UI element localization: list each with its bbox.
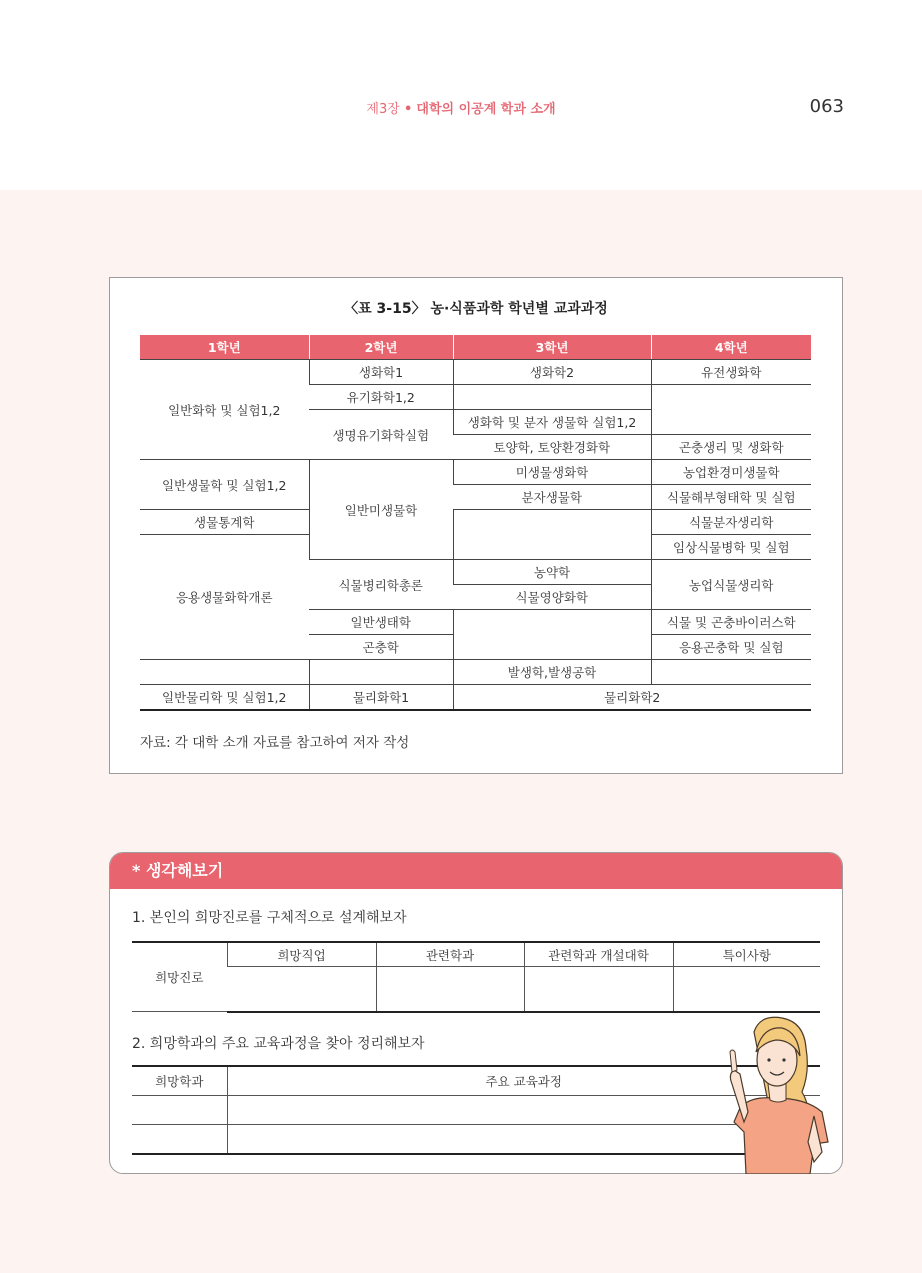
- table-cell: 미생물생화학: [453, 460, 651, 485]
- table-cell: 농업환경미생물학: [651, 460, 811, 485]
- curriculum-table: [140, 335, 811, 711]
- col-header: 주요 교육과정: [227, 1066, 820, 1096]
- input-cell[interactable]: [524, 967, 673, 1012]
- table-cell: 일반화학 및 실험1,2: [140, 360, 309, 460]
- question-1: 1. 본인의 희망진로를 구체적으로 설계해보자: [132, 910, 407, 926]
- table-cell: 생화학1: [309, 360, 453, 385]
- col-header: 3학년: [453, 335, 651, 360]
- col-header: 특이사항: [673, 942, 820, 967]
- col-header: 4학년: [651, 335, 811, 360]
- table-cell: 발생학,발생공학: [453, 660, 651, 685]
- table-cell: [309, 660, 453, 685]
- table-cell: 식물해부형태학 및 실험: [651, 485, 811, 510]
- table-cell: 식물병리학총론: [309, 560, 453, 610]
- table-caption: 〈표 3-15〉 농·식품과학 학년별 교과과정: [344, 301, 608, 317]
- table-cell: [651, 385, 811, 435]
- input-cell[interactable]: [132, 1125, 227, 1155]
- table-cell: 일반생물학 및 실험1,2: [140, 460, 309, 510]
- career-plan-table: [132, 941, 820, 1013]
- table-cell: 유기화학1,2: [309, 385, 453, 410]
- table-cell: 토양학, 토양환경화학: [453, 435, 651, 460]
- table-cell: [140, 660, 309, 685]
- woman-pointing-illustration: [710, 1012, 830, 1174]
- table-cell: 물리화학1: [309, 685, 453, 711]
- table-cell: 생물통계학: [140, 510, 309, 535]
- table-cell: 생화학 및 분자 생물학 실험1,2: [453, 410, 651, 435]
- table-header-row: [140, 335, 811, 360]
- table-cell: 응용생물화학개론: [140, 535, 309, 660]
- table-cell: 생화학2: [453, 360, 651, 385]
- table-cell: 식물분자생리학: [651, 510, 811, 535]
- col-header: 희망학과: [132, 1066, 227, 1096]
- table-cell: 일반생태학: [309, 610, 453, 635]
- table-cell: 응용곤충학 및 실험: [651, 635, 811, 660]
- table-cell: 농업식물생리학: [651, 560, 811, 610]
- table-cell: 임상식물병학 및 실험: [651, 535, 811, 560]
- table-source: 자료: 각 대학 소개 자료를 참고하여 저자 작성: [140, 735, 410, 751]
- col-header: 관련학과: [376, 942, 524, 967]
- table-cell: [453, 510, 651, 560]
- table-cell: 유전생화학: [651, 360, 811, 385]
- col-header: 희망직업: [227, 942, 376, 967]
- page-header: [0, 0, 922, 190]
- input-cell[interactable]: [673, 967, 820, 1012]
- table-cell: 물리화학2: [453, 685, 811, 711]
- question-2: 2. 희망학과의 주요 교육과정을 찾아 정리해보자: [132, 1036, 425, 1052]
- input-cell[interactable]: [376, 967, 524, 1012]
- table-cell: 곤충생리 및 생화학: [651, 435, 811, 460]
- table-cell: [651, 660, 811, 685]
- table-cell: 생명유기화학실험: [309, 410, 453, 460]
- table-cell: 곤충학: [309, 635, 453, 660]
- input-cell[interactable]: [227, 967, 376, 1012]
- chapter-title: 제3장 • 대학의 이공계 학과 소개: [366, 102, 556, 117]
- col-header: 관련학과 개설대학: [524, 942, 673, 967]
- table-cell: [453, 610, 651, 660]
- table-cell: [453, 385, 651, 410]
- input-cell[interactable]: [132, 1096, 227, 1125]
- col-header: 2학년: [309, 335, 453, 360]
- table-cell: 식물 및 곤충바이러스학: [651, 610, 811, 635]
- col-header: 1학년: [140, 335, 309, 360]
- table-cell: 분자생물학: [453, 485, 651, 510]
- table-cell: 식물영양화학: [453, 585, 651, 610]
- thinking-title: * 생각해보기: [110, 853, 842, 889]
- table-cell: 일반물리학 및 실험1,2: [140, 685, 309, 711]
- table-cell: 일반미생물학: [309, 460, 453, 560]
- table-cell: 농약학: [453, 560, 651, 585]
- row-label: 희망진로: [132, 942, 227, 1012]
- page-number: 063: [809, 96, 844, 117]
